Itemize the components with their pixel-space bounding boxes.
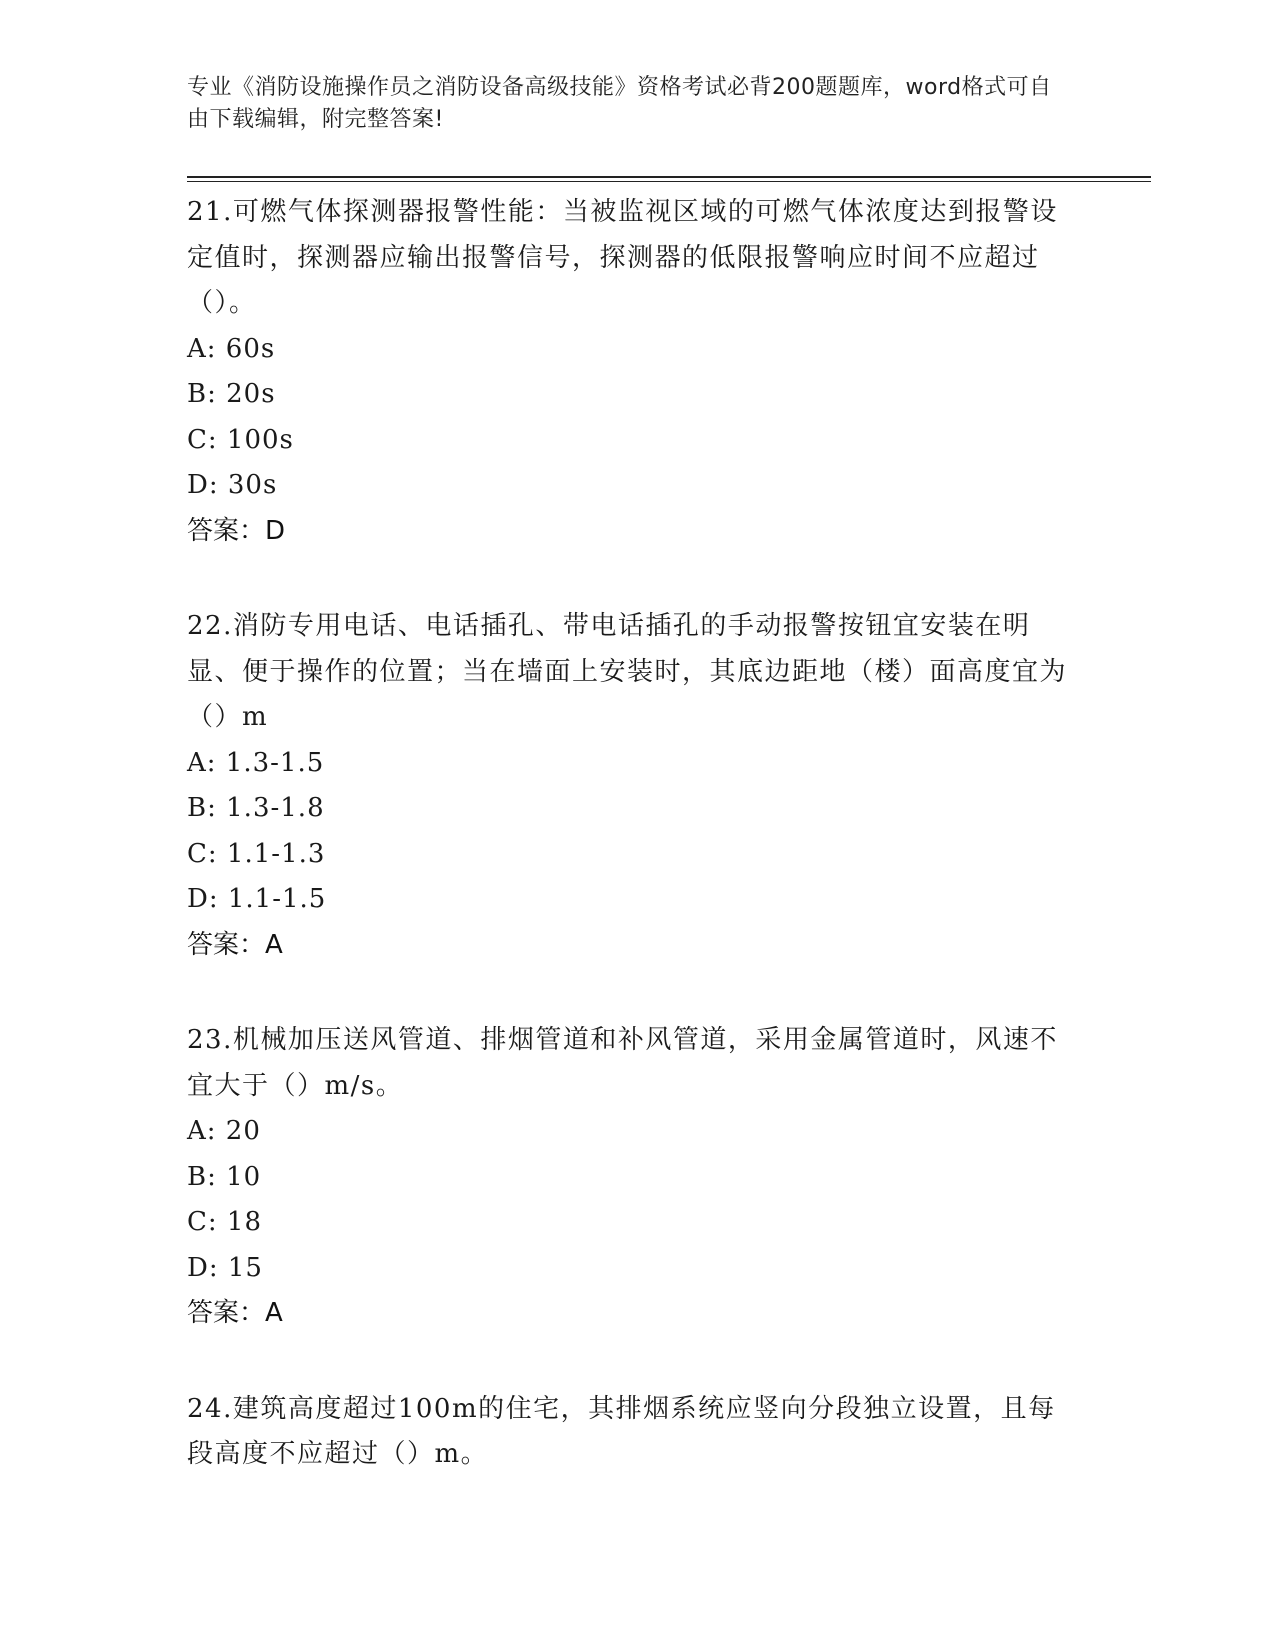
question-list	[187, 190, 1087, 1528]
option-d: D: 15	[187, 1252, 263, 1283]
option-a: A: 60s	[187, 333, 276, 364]
question-stem: 24.建筑高度超过100m的住宅，其排烟系统应竖向分段独立设置，且每段高度不应超过（）m。	[187, 1393, 1056, 1469]
question-21	[187, 190, 1087, 554]
option-c: C: 18	[187, 1207, 263, 1237]
option-d: D: 30s	[187, 470, 278, 500]
header-divider-thick	[187, 176, 1151, 178]
header-divider-thin	[187, 181, 1151, 182]
option-c: C: 100s	[187, 424, 294, 455]
question-stem: 22.消防专用电话、电话插孔、带电话插孔的手动报警按钮宜安装在明显、便于操作的位置；当在墙面上安装时，其底边距地（楼）面高度宜为（）m	[187, 611, 1068, 732]
option-b: B: 20s	[187, 379, 276, 409]
answer-line: 答案：A	[187, 1298, 283, 1328]
option-b: B: 1.3-1.8	[187, 793, 325, 823]
answer-line: 答案：D	[187, 515, 286, 546]
question-23	[187, 1018, 1087, 1337]
question-stem: 23.机械加压送风管道、排烟管道和补风管道，采用金属管道时，风速不宜大于（）m/s。	[187, 1025, 1058, 1101]
option-c: C: 1.1-1.3	[187, 838, 326, 869]
option-a: A: 1.3-1.5	[187, 747, 325, 778]
question-22	[187, 604, 1087, 968]
header-text: 专业《消防设施操作员之消防设备高级技能》资格考试必背200题题库，word格式可自由下载编辑，附完整答案!	[187, 75, 1052, 132]
document-header	[187, 72, 1067, 136]
question-24	[187, 1387, 1087, 1478]
answer-line: 答案：A	[187, 929, 283, 960]
option-d: D: 1.1-1.5	[187, 884, 327, 914]
option-a: A: 20	[187, 1116, 261, 1146]
question-stem: 21.可燃气体探测器报警性能：当被监视区域的可燃气体浓度达到报警设定值时，探测器应输出报警信号，探测器的低限报警响应时间不应超过（）。	[187, 197, 1058, 318]
option-b: B: 10	[187, 1161, 262, 1192]
